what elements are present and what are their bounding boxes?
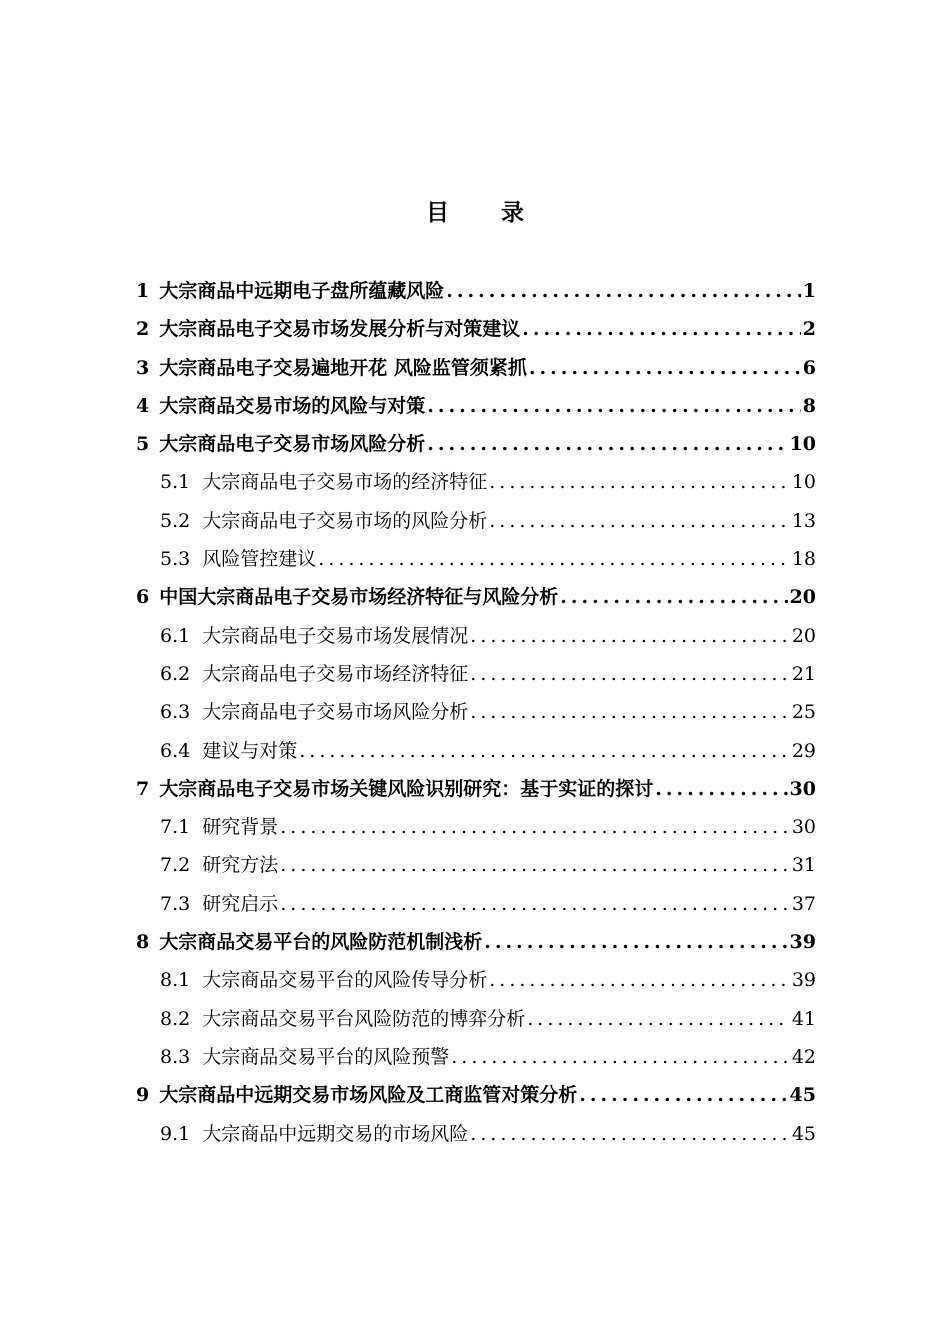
- toc-dot-leader: [579, 1076, 787, 1114]
- toc-subentry[interactable]: [136, 540, 816, 578]
- toc-entry-label: 大宗商品电子交易市场的经济特征: [202, 471, 488, 494]
- toc-entry-label: 大宗商品交易平台风险防范的博弈分析: [202, 1007, 526, 1030]
- toc-entry-label: 大宗商品中远期交易市场风险及工商监管对策分析: [159, 1084, 578, 1107]
- toc-entry-label: 研究启示: [202, 892, 279, 915]
- toc-entry[interactable]: [136, 272, 816, 310]
- toc-dot-leader: [489, 463, 790, 501]
- toc-entry-page: 31: [791, 854, 816, 877]
- toc-entry-page: 29: [791, 739, 816, 762]
- toc-entry-number: 5.1: [160, 471, 191, 494]
- toc-entry-number: 5: [136, 433, 150, 456]
- toc-subentry[interactable]: [136, 846, 816, 884]
- toc-entry-number: 8: [136, 931, 150, 954]
- toc-entry-label: 中国大宗商品电子交易市场经济特征与风险分析: [159, 586, 559, 609]
- toc-entry-number: 7.2: [160, 854, 191, 877]
- toc-entry-number: 4: [136, 394, 150, 417]
- toc-entry-label: 研究方法: [202, 854, 279, 877]
- toc-entry-label: 建议与对策: [202, 739, 298, 762]
- toc-entry-page: 21: [791, 662, 816, 685]
- toc-entry[interactable]: [136, 425, 816, 463]
- toc-entry-number: 3: [136, 356, 150, 379]
- toc-dot-leader: [427, 425, 787, 463]
- toc-entry-page: 20: [791, 624, 816, 647]
- toc-entry-label: 大宗商品交易平台的风险传导分析: [202, 969, 488, 992]
- toc-subentry[interactable]: [136, 1115, 816, 1153]
- toc-subentry[interactable]: [136, 463, 816, 501]
- toc-entry-number: 6: [136, 586, 150, 609]
- toc-entry-label: 大宗商品电子交易市场的风险分析: [202, 509, 488, 532]
- toc-entry-page: 37: [791, 892, 816, 915]
- toc-entry-page: 20: [789, 586, 816, 609]
- page-title: 目 录: [425, 199, 546, 226]
- toc-entry-page: 8: [802, 394, 816, 417]
- toc-subentry[interactable]: [136, 693, 816, 731]
- toc-dot-leader: [470, 1115, 790, 1153]
- toc-dot-leader: [470, 655, 790, 693]
- toc-entry-number: 8.3: [160, 1045, 191, 1068]
- toc-entry-number: 7: [136, 777, 150, 800]
- toc-dot-leader: [280, 846, 790, 884]
- toc-entry-number: 6.3: [160, 701, 191, 724]
- toc-subentry[interactable]: [136, 1038, 816, 1076]
- toc-entry[interactable]: [136, 310, 816, 348]
- toc-entry-number: 6.4: [160, 739, 191, 762]
- toc-entry-page: 39: [789, 931, 816, 954]
- toc-entry[interactable]: [136, 387, 816, 425]
- toc-entry-page: 6: [802, 356, 816, 379]
- toc-entry-page: 13: [791, 509, 816, 532]
- table-of-contents: [136, 272, 816, 1153]
- toc-dot-leader: [470, 617, 790, 655]
- toc-entry-number: 5.2: [160, 509, 191, 532]
- toc-entry-label: 大宗商品电子交易市场发展情况: [202, 624, 469, 647]
- toc-entry-number: 6.2: [160, 662, 191, 685]
- toc-entry-label: 大宗商品交易平台的风险预警: [202, 1045, 450, 1068]
- toc-entry-number: 2: [136, 318, 150, 341]
- toc-entry-label: 风险管控建议: [202, 548, 317, 571]
- toc-entry[interactable]: [136, 770, 816, 808]
- toc-entry-page: 39: [791, 969, 816, 992]
- toc-entry-page: 42: [791, 1045, 816, 1068]
- toc-dot-leader: [489, 502, 790, 540]
- toc-dot-leader: [280, 885, 790, 923]
- toc-entry-label: 研究背景: [202, 816, 279, 839]
- toc-subentry[interactable]: [136, 961, 816, 999]
- toc-dot-leader: [470, 693, 790, 731]
- toc-dot-leader: [318, 540, 790, 578]
- toc-entry-label: 大宗商品交易平台的风险防范机制浅析: [159, 931, 483, 954]
- toc-entry-number: 5.3: [160, 548, 191, 571]
- toc-entry-label: 大宗商品电子交易市场经济特征: [202, 662, 469, 685]
- toc-dot-leader: [446, 272, 801, 310]
- toc-entry-number: 6.1: [160, 624, 191, 647]
- toc-dot-leader: [299, 732, 790, 770]
- toc-subentry[interactable]: [136, 655, 816, 693]
- toc-entry-label: 大宗商品电子交易市场风险分析: [159, 433, 426, 456]
- toc-entry-page: 30: [789, 777, 816, 800]
- toc-entry-page: 45: [789, 1084, 816, 1107]
- toc-dot-leader: [522, 310, 801, 348]
- toc-entry-page: 18: [791, 548, 816, 571]
- toc-entry-number: 9: [136, 1084, 150, 1107]
- toc-subentry[interactable]: [136, 502, 816, 540]
- toc-entry-number: 7.3: [160, 892, 191, 915]
- toc-dot-leader: [560, 578, 787, 616]
- toc-entry-page: 45: [791, 1122, 816, 1145]
- toc-dot-leader: [484, 923, 787, 961]
- toc-entry-number: 1: [136, 280, 150, 302]
- toc-entry-number: 8.1: [160, 969, 191, 992]
- toc-subentry[interactable]: [136, 808, 816, 846]
- toc-entry-label: 大宗商品电子交易市场风险分析: [202, 701, 469, 724]
- toc-entry-label: 大宗商品中远期电子盘所蕴藏风险: [159, 280, 445, 302]
- toc-subentry[interactable]: [136, 885, 816, 923]
- toc-entry[interactable]: [136, 923, 816, 961]
- toc-entry-page: 1: [802, 280, 816, 302]
- toc-entry-label: 大宗商品电子交易市场关键风险识别研究：基于实证的探讨: [159, 777, 654, 800]
- toc-dot-leader: [280, 808, 790, 846]
- toc-entry[interactable]: [136, 349, 816, 387]
- toc-subentry[interactable]: [136, 1000, 816, 1038]
- toc-entry-page: 2: [802, 318, 816, 341]
- toc-entry-page: 30: [791, 816, 816, 839]
- toc-entry-page: 10: [791, 471, 816, 494]
- toc-entry-label: 大宗商品中远期交易的市场风险: [202, 1122, 469, 1145]
- toc-subentry[interactable]: [136, 617, 816, 655]
- toc-entry-label: 大宗商品交易市场的风险与对策: [159, 394, 426, 417]
- toc-subentry[interactable]: [136, 732, 816, 770]
- toc-dot-leader: [427, 387, 801, 425]
- toc-entry-label: 大宗商品电子交易遍地开花 风险监管须紧抓: [159, 356, 527, 379]
- toc-dot-leader: [451, 1038, 790, 1076]
- toc-dot-leader: [527, 1000, 790, 1038]
- toc-entry[interactable]: [136, 578, 816, 616]
- toc-entry-label: 大宗商品电子交易市场发展分析与对策建议: [159, 318, 521, 341]
- toc-entry-number: 8.2: [160, 1007, 191, 1030]
- toc-entry[interactable]: [136, 1076, 816, 1114]
- toc-entry-page: 25: [791, 701, 816, 724]
- toc-entry-number: 9.1: [160, 1122, 191, 1145]
- toc-entry-page: 41: [791, 1007, 816, 1030]
- toc-entry-page: 10: [789, 433, 816, 456]
- toc-entry-number: 7.1: [160, 816, 191, 839]
- toc-dot-leader: [489, 961, 790, 999]
- toc-dot-leader: [655, 770, 787, 808]
- toc-dot-leader: [529, 349, 801, 387]
